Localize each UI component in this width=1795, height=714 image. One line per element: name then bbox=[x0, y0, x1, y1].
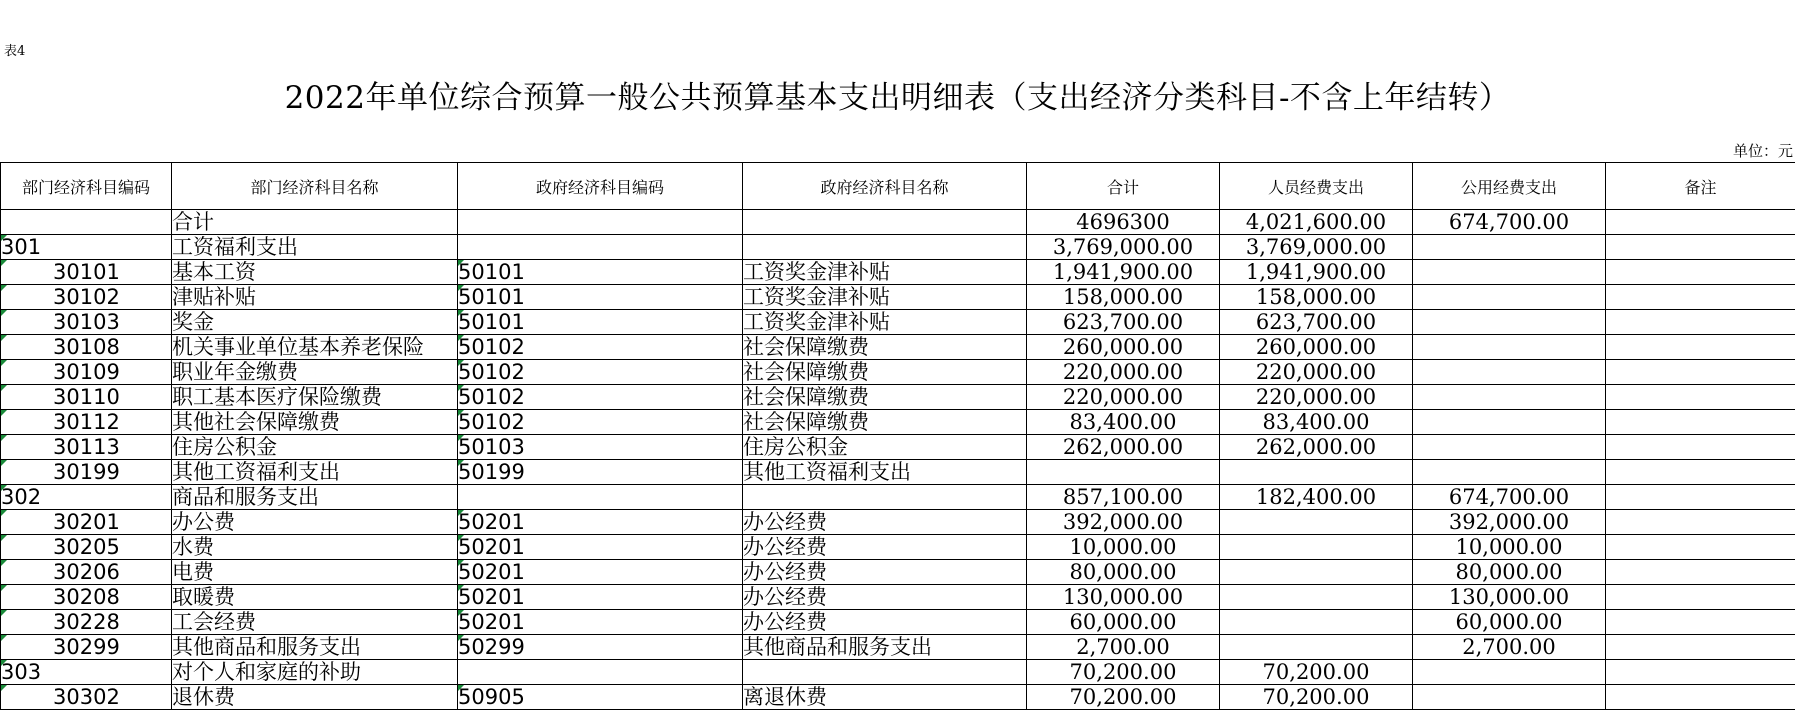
cell-dept-name: 商品和服务支出 bbox=[172, 485, 458, 510]
cell-public bbox=[1413, 660, 1606, 685]
cell-total: 70,200.00 bbox=[1027, 685, 1220, 710]
cell-total bbox=[1027, 460, 1220, 485]
cell-dept-code: 302 bbox=[1, 485, 172, 510]
cell-personnel: 260,000.00 bbox=[1220, 335, 1413, 360]
cell-dept-name: 退休费 bbox=[172, 685, 458, 710]
cell-public: 674,700.00 bbox=[1413, 485, 1606, 510]
cell-personnel: 220,000.00 bbox=[1220, 385, 1413, 410]
cell-dept-name: 其他社会保障缴费 bbox=[172, 410, 458, 435]
cell-dept-code: 30102 bbox=[1, 285, 172, 310]
table-row bbox=[1, 535, 1795, 560]
cell-public bbox=[1413, 310, 1606, 335]
cell-total: 80,000.00 bbox=[1027, 560, 1220, 585]
cell-dept-code: 30299 bbox=[1, 635, 172, 660]
cell-public bbox=[1413, 235, 1606, 260]
table-row bbox=[1, 285, 1795, 310]
header-public: 公用经费支出 bbox=[1413, 163, 1606, 210]
cell-dept-name: 基本工资 bbox=[172, 260, 458, 285]
cell-public bbox=[1413, 360, 1606, 385]
table-row bbox=[1, 210, 1795, 235]
cell-gov-code bbox=[458, 660, 743, 685]
table-row bbox=[1, 585, 1795, 610]
cell-personnel bbox=[1220, 535, 1413, 560]
cell-dept-name: 工资福利支出 bbox=[172, 235, 458, 260]
cell-gov-code: 50101 bbox=[458, 260, 743, 285]
cell-public: 674,700.00 bbox=[1413, 210, 1606, 235]
cell-gov-name: 办公经费 bbox=[743, 610, 1027, 635]
cell-gov-code: 50102 bbox=[458, 335, 743, 360]
cell-note bbox=[1606, 535, 1795, 560]
cell-gov-code: 50905 bbox=[458, 685, 743, 710]
cell-dept-code: 30206 bbox=[1, 560, 172, 585]
cell-public bbox=[1413, 410, 1606, 435]
cell-gov-code: 50201 bbox=[458, 610, 743, 635]
cell-total: 1,941,900.00 bbox=[1027, 260, 1220, 285]
cell-public bbox=[1413, 435, 1606, 460]
table-row bbox=[1, 435, 1795, 460]
cell-dept-name: 水费 bbox=[172, 535, 458, 560]
cell-public bbox=[1413, 260, 1606, 285]
cell-dept-code: 30103 bbox=[1, 310, 172, 335]
budget-detail-table bbox=[0, 162, 1795, 710]
cell-dept-code: 301 bbox=[1, 235, 172, 260]
cell-public: 392,000.00 bbox=[1413, 510, 1606, 535]
cell-public: 2,700.00 bbox=[1413, 635, 1606, 660]
cell-gov-code: 50101 bbox=[458, 310, 743, 335]
table-row bbox=[1, 460, 1795, 485]
cell-note bbox=[1606, 210, 1795, 235]
cell-gov-name: 工资奖金津补贴 bbox=[743, 285, 1027, 310]
cell-dept-name: 职工基本医疗保险缴费 bbox=[172, 385, 458, 410]
cell-total: 857,100.00 bbox=[1027, 485, 1220, 510]
cell-note bbox=[1606, 660, 1795, 685]
cell-personnel: 3,769,000.00 bbox=[1220, 235, 1413, 260]
cell-total: 392,000.00 bbox=[1027, 510, 1220, 535]
table-row bbox=[1, 685, 1795, 710]
cell-gov-name: 工资奖金津补贴 bbox=[743, 310, 1027, 335]
cell-dept-name: 工会经费 bbox=[172, 610, 458, 635]
cell-total: 220,000.00 bbox=[1027, 385, 1220, 410]
cell-personnel: 83,400.00 bbox=[1220, 410, 1413, 435]
cell-dept-code: 30113 bbox=[1, 435, 172, 460]
cell-personnel bbox=[1220, 560, 1413, 585]
cell-gov-name: 其他商品和服务支出 bbox=[743, 635, 1027, 660]
table-row bbox=[1, 660, 1795, 685]
cell-gov-code bbox=[458, 235, 743, 260]
cell-dept-code bbox=[1, 210, 172, 235]
cell-public bbox=[1413, 335, 1606, 360]
cell-note bbox=[1606, 435, 1795, 460]
cell-note bbox=[1606, 485, 1795, 510]
cell-dept-code: 30201 bbox=[1, 510, 172, 535]
cell-personnel bbox=[1220, 610, 1413, 635]
cell-note bbox=[1606, 460, 1795, 485]
cell-gov-code: 50201 bbox=[458, 510, 743, 535]
cell-personnel: 623,700.00 bbox=[1220, 310, 1413, 335]
cell-dept-name: 其他商品和服务支出 bbox=[172, 635, 458, 660]
cell-total: 220,000.00 bbox=[1027, 360, 1220, 385]
cell-dept-code: 30208 bbox=[1, 585, 172, 610]
cell-note bbox=[1606, 285, 1795, 310]
cell-public bbox=[1413, 685, 1606, 710]
cell-gov-code: 50201 bbox=[458, 535, 743, 560]
cell-total: 4696300 bbox=[1027, 210, 1220, 235]
cell-dept-code: 30302 bbox=[1, 685, 172, 710]
cell-total: 623,700.00 bbox=[1027, 310, 1220, 335]
cell-total: 3,769,000.00 bbox=[1027, 235, 1220, 260]
cell-total: 83,400.00 bbox=[1027, 410, 1220, 435]
cell-gov-name: 社会保障缴费 bbox=[743, 410, 1027, 435]
cell-gov-code: 50102 bbox=[458, 360, 743, 385]
cell-public: 10,000.00 bbox=[1413, 535, 1606, 560]
cell-dept-name: 其他工资福利支出 bbox=[172, 460, 458, 485]
cell-personnel: 262,000.00 bbox=[1220, 435, 1413, 460]
cell-total: 158,000.00 bbox=[1027, 285, 1220, 310]
cell-dept-name: 机关事业单位基本养老保险 bbox=[172, 335, 458, 360]
cell-personnel: 1,941,900.00 bbox=[1220, 260, 1413, 285]
page-title: 2022年单位综合预算一般公共预算基本支出明细表（支出经济分类科目-不含上年结转） bbox=[284, 80, 1511, 116]
cell-dept-name: 奖金 bbox=[172, 310, 458, 335]
table-row bbox=[1, 510, 1795, 535]
cell-personnel: 220,000.00 bbox=[1220, 360, 1413, 385]
cell-note bbox=[1606, 335, 1795, 360]
cell-gov-name: 办公经费 bbox=[743, 535, 1027, 560]
cell-gov-name bbox=[743, 235, 1027, 260]
cell-dept-name: 合计 bbox=[172, 210, 458, 235]
cell-gov-code: 50199 bbox=[458, 460, 743, 485]
unit-label: 单位：元 bbox=[1732, 142, 1793, 160]
cell-public bbox=[1413, 460, 1606, 485]
cell-gov-code: 50103 bbox=[458, 435, 743, 460]
cell-note bbox=[1606, 310, 1795, 335]
cell-personnel bbox=[1220, 460, 1413, 485]
cell-dept-code: 30112 bbox=[1, 410, 172, 435]
cell-gov-code: 50201 bbox=[458, 560, 743, 585]
header-gov-name: 政府经济科目名称 bbox=[743, 163, 1027, 210]
header-dept-name: 部门经济科目名称 bbox=[172, 163, 458, 210]
header-total: 合计 bbox=[1027, 163, 1220, 210]
cell-total: 260,000.00 bbox=[1027, 335, 1220, 360]
cell-personnel: 158,000.00 bbox=[1220, 285, 1413, 310]
cell-dept-code: 30108 bbox=[1, 335, 172, 360]
cell-total: 130,000.00 bbox=[1027, 585, 1220, 610]
cell-gov-name bbox=[743, 210, 1027, 235]
table-body bbox=[1, 210, 1795, 710]
cell-gov-name: 办公经费 bbox=[743, 510, 1027, 535]
cell-note bbox=[1606, 560, 1795, 585]
cell-gov-name bbox=[743, 485, 1027, 510]
table-row bbox=[1, 385, 1795, 410]
table-number-label: 表4 bbox=[4, 44, 26, 59]
cell-personnel: 4,021,600.00 bbox=[1220, 210, 1413, 235]
cell-gov-name: 离退休费 bbox=[743, 685, 1027, 710]
cell-personnel bbox=[1220, 510, 1413, 535]
cell-gov-name: 工资奖金津补贴 bbox=[743, 260, 1027, 285]
cell-total: 70,200.00 bbox=[1027, 660, 1220, 685]
table-row bbox=[1, 635, 1795, 660]
cell-personnel: 70,200.00 bbox=[1220, 685, 1413, 710]
cell-personnel bbox=[1220, 635, 1413, 660]
table-row bbox=[1, 335, 1795, 360]
cell-gov-code: 50101 bbox=[458, 285, 743, 310]
cell-public: 80,000.00 bbox=[1413, 560, 1606, 585]
cell-gov-code: 50299 bbox=[458, 635, 743, 660]
header-row bbox=[1, 163, 1795, 210]
cell-dept-name: 津贴补贴 bbox=[172, 285, 458, 310]
cell-note bbox=[1606, 410, 1795, 435]
cell-dept-name: 住房公积金 bbox=[172, 435, 458, 460]
cell-total: 262,000.00 bbox=[1027, 435, 1220, 460]
cell-public: 130,000.00 bbox=[1413, 585, 1606, 610]
table-row bbox=[1, 235, 1795, 260]
table-row bbox=[1, 360, 1795, 385]
cell-dept-name: 取暖费 bbox=[172, 585, 458, 610]
cell-public bbox=[1413, 285, 1606, 310]
cell-gov-name bbox=[743, 660, 1027, 685]
cell-note bbox=[1606, 610, 1795, 635]
cell-gov-code: 50102 bbox=[458, 385, 743, 410]
cell-gov-code bbox=[458, 210, 743, 235]
cell-gov-name: 办公经费 bbox=[743, 560, 1027, 585]
table-row bbox=[1, 410, 1795, 435]
cell-dept-code: 30101 bbox=[1, 260, 172, 285]
cell-personnel: 70,200.00 bbox=[1220, 660, 1413, 685]
cell-gov-name: 住房公积金 bbox=[743, 435, 1027, 460]
cell-gov-name: 社会保障缴费 bbox=[743, 360, 1027, 385]
cell-personnel: 182,400.00 bbox=[1220, 485, 1413, 510]
cell-public: 60,000.00 bbox=[1413, 610, 1606, 635]
cell-dept-code: 30110 bbox=[1, 385, 172, 410]
header-note: 备注 bbox=[1606, 163, 1795, 210]
cell-gov-code: 50102 bbox=[458, 410, 743, 435]
cell-dept-code: 30109 bbox=[1, 360, 172, 385]
cell-note bbox=[1606, 585, 1795, 610]
cell-dept-name: 职业年金缴费 bbox=[172, 360, 458, 385]
table-row bbox=[1, 310, 1795, 335]
cell-dept-code: 30199 bbox=[1, 460, 172, 485]
cell-gov-name: 办公经费 bbox=[743, 585, 1027, 610]
cell-gov-name: 其他工资福利支出 bbox=[743, 460, 1027, 485]
cell-dept-code: 30205 bbox=[1, 535, 172, 560]
cell-gov-name: 社会保障缴费 bbox=[743, 385, 1027, 410]
header-personnel: 人员经费支出 bbox=[1220, 163, 1413, 210]
table-row bbox=[1, 485, 1795, 510]
cell-note bbox=[1606, 510, 1795, 535]
cell-total: 60,000.00 bbox=[1027, 610, 1220, 635]
cell-note bbox=[1606, 685, 1795, 710]
cell-gov-code: 50201 bbox=[458, 585, 743, 610]
cell-dept-name: 电费 bbox=[172, 560, 458, 585]
cell-gov-code bbox=[458, 485, 743, 510]
cell-note bbox=[1606, 635, 1795, 660]
table-row bbox=[1, 560, 1795, 585]
cell-note bbox=[1606, 385, 1795, 410]
cell-note bbox=[1606, 360, 1795, 385]
table-row bbox=[1, 610, 1795, 635]
cell-dept-name: 办公费 bbox=[172, 510, 458, 535]
cell-personnel bbox=[1220, 585, 1413, 610]
cell-total: 10,000.00 bbox=[1027, 535, 1220, 560]
table-row bbox=[1, 260, 1795, 285]
cell-public bbox=[1413, 385, 1606, 410]
header-dept-code: 部门经济科目编码 bbox=[1, 163, 172, 210]
header-gov-code: 政府经济科目编码 bbox=[458, 163, 743, 210]
cell-note bbox=[1606, 235, 1795, 260]
cell-dept-code: 303 bbox=[1, 660, 172, 685]
cell-dept-code: 30228 bbox=[1, 610, 172, 635]
cell-note bbox=[1606, 260, 1795, 285]
cell-total: 2,700.00 bbox=[1027, 635, 1220, 660]
cell-dept-name: 对个人和家庭的补助 bbox=[172, 660, 458, 685]
cell-gov-name: 社会保障缴费 bbox=[743, 335, 1027, 360]
